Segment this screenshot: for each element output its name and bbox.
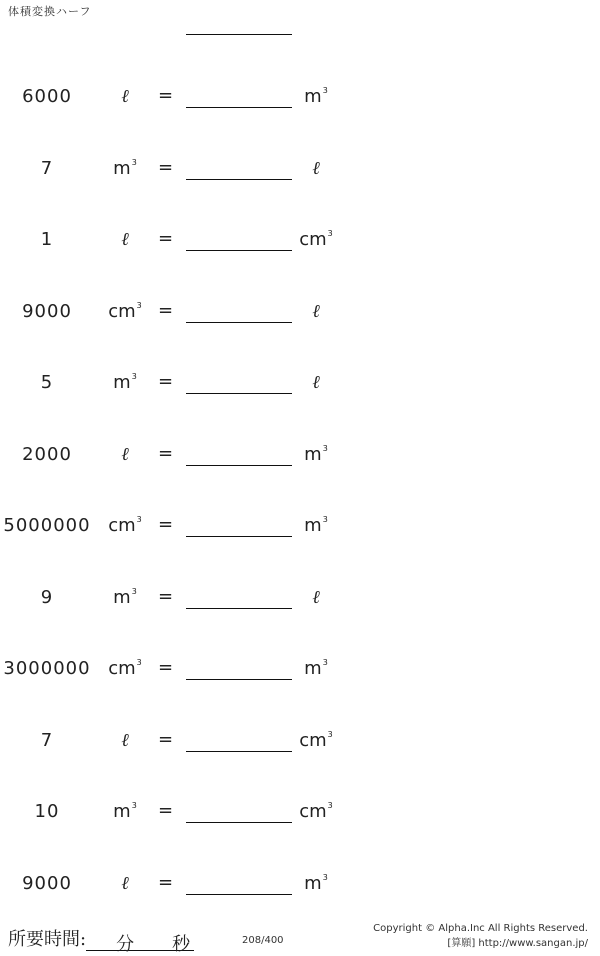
answer-blank[interactable]: [186, 250, 292, 251]
source-unit-symbol: cm: [108, 515, 136, 536]
problem-value: 1: [40, 229, 54, 250]
source-unit-symbol: ℓ: [121, 86, 129, 107]
copyright-text: Copyright © Alpha.Inc All Rights Reserved.: [373, 923, 588, 934]
target-unit-symbol: m: [304, 443, 322, 465]
source-unit-exponent: 3: [131, 372, 137, 381]
target-unit: [298, 730, 334, 751]
problem-value: 3000000: [3, 658, 91, 679]
problem-value: 5: [40, 372, 54, 393]
target-unit-symbol: m: [304, 872, 322, 894]
source-unit: [108, 444, 142, 465]
answer-blank[interactable]: [186, 536, 292, 537]
target-unit: [298, 873, 334, 894]
problem-row: [0, 654, 600, 684]
target-unit: [298, 158, 334, 179]
source-unit-symbol: m: [113, 586, 131, 608]
problem-value: 7: [40, 729, 54, 751]
source-unit-exponent: 3: [136, 300, 142, 310]
source-unit-exponent: 3: [136, 515, 142, 524]
problem-value: 10: [34, 801, 60, 822]
target-unit-exponent: 3: [322, 658, 328, 667]
problem-row: [0, 726, 600, 756]
problem-value: 2000: [22, 443, 72, 465]
problem-row: [0, 869, 600, 899]
target-unit-exponent: 3: [322, 443, 328, 453]
worksheet-title: 体積変換ハーフ: [8, 5, 92, 18]
target-unit-exponent: 3: [327, 801, 333, 810]
target-unit-exponent: 3: [322, 86, 328, 95]
answer-blank[interactable]: [186, 822, 292, 823]
target-unit: [298, 515, 334, 536]
problem-row: [0, 297, 600, 327]
target-unit-symbol: m: [304, 658, 322, 679]
source-unit: [108, 801, 142, 822]
source-unit: [108, 372, 142, 393]
answer-blank[interactable]: [186, 107, 292, 108]
problem-row: [0, 511, 600, 541]
target-unit: [298, 587, 334, 608]
problem-row: [0, 225, 600, 255]
target-unit-symbol: cm: [299, 801, 327, 822]
source-unit: [108, 730, 142, 751]
target-unit-symbol: ℓ: [312, 157, 320, 179]
answer-blank[interactable]: [186, 322, 292, 323]
problem-value: 9: [40, 586, 54, 608]
problem-row: [0, 583, 600, 613]
target-unit: [298, 444, 334, 465]
problem-value: 6000: [22, 86, 72, 107]
time-required: [8, 925, 194, 955]
target-unit-symbol: m: [304, 86, 322, 107]
source-unit: [108, 515, 142, 536]
equals-sign: =: [158, 85, 174, 106]
source-unit-exponent: 3: [131, 157, 137, 167]
source-unit: [108, 158, 142, 179]
target-unit-exponent: 3: [322, 515, 328, 524]
source-unit-symbol: ℓ: [121, 443, 129, 465]
problem-row: [0, 440, 600, 470]
problem-row: [0, 82, 600, 112]
target-unit: [298, 801, 334, 822]
source-unit-symbol: ℓ: [121, 729, 129, 751]
problem-value: 7: [40, 157, 54, 179]
minutes-label: 分: [116, 934, 135, 955]
site-url: [算願] http://www.sangan.jp/: [447, 938, 588, 949]
equals-sign: =: [158, 514, 174, 535]
equals-sign: =: [158, 657, 174, 678]
source-unit-exponent: 3: [131, 801, 137, 810]
source-unit-symbol: m: [113, 372, 131, 393]
page-count: 208/400: [242, 935, 284, 946]
time-entry-line[interactable]: [86, 930, 194, 955]
target-unit-symbol: ℓ: [312, 586, 320, 608]
equals-sign: =: [158, 585, 174, 607]
source-unit-exponent: 3: [131, 586, 137, 596]
target-unit-exponent: 3: [322, 872, 328, 882]
answer-blank[interactable]: [186, 179, 292, 180]
source-unit-symbol: m: [113, 801, 131, 822]
equals-sign: =: [158, 442, 174, 464]
target-unit: [298, 86, 334, 107]
equals-sign: =: [158, 728, 174, 750]
target-unit: [298, 658, 334, 679]
target-unit-symbol: cm: [299, 229, 327, 250]
target-unit-symbol: ℓ: [312, 300, 320, 322]
problem-row: [0, 368, 600, 398]
source-unit-symbol: cm: [108, 658, 136, 679]
answer-blank[interactable]: [186, 751, 292, 752]
equals-sign: =: [158, 800, 174, 821]
problem-value: 9000: [22, 872, 72, 894]
source-unit: [108, 658, 142, 679]
equals-sign: =: [158, 371, 174, 392]
equals-sign: =: [158, 871, 174, 893]
target-unit-exponent: 3: [327, 729, 333, 739]
equals-sign: =: [158, 299, 174, 321]
source-unit: [108, 587, 142, 608]
top-answer-line: [186, 34, 292, 35]
problem-row: [0, 154, 600, 184]
target-unit: [298, 301, 334, 322]
source-unit-symbol: m: [113, 157, 131, 179]
copyright-block: [373, 921, 588, 951]
problem-row: [0, 797, 600, 827]
source-unit: [108, 86, 142, 107]
problem-value: 9000: [22, 300, 72, 322]
target-unit-symbol: ℓ: [312, 372, 320, 393]
source-unit: [108, 301, 142, 322]
answer-blank[interactable]: [186, 465, 292, 466]
target-unit-symbol: m: [304, 515, 322, 536]
target-unit-exponent: 3: [327, 229, 333, 238]
time-label: 所要時間:: [8, 929, 87, 950]
answer-blank[interactable]: [186, 894, 292, 895]
problem-value: 5000000: [3, 515, 91, 536]
answer-blank[interactable]: [186, 608, 292, 609]
target-unit-symbol: cm: [299, 729, 327, 751]
equals-sign: =: [158, 156, 174, 178]
target-unit: [298, 372, 334, 393]
answer-blank[interactable]: [186, 393, 292, 394]
seconds-label: 秒: [172, 934, 191, 955]
source-unit: [108, 873, 142, 894]
target-unit: [298, 229, 334, 250]
source-unit-symbol: ℓ: [121, 872, 129, 894]
source-unit: [108, 229, 142, 250]
equals-sign: =: [158, 228, 174, 249]
source-unit-symbol: cm: [108, 300, 136, 322]
source-unit-exponent: 3: [136, 658, 142, 667]
source-unit-symbol: ℓ: [121, 229, 129, 250]
answer-blank[interactable]: [186, 679, 292, 680]
